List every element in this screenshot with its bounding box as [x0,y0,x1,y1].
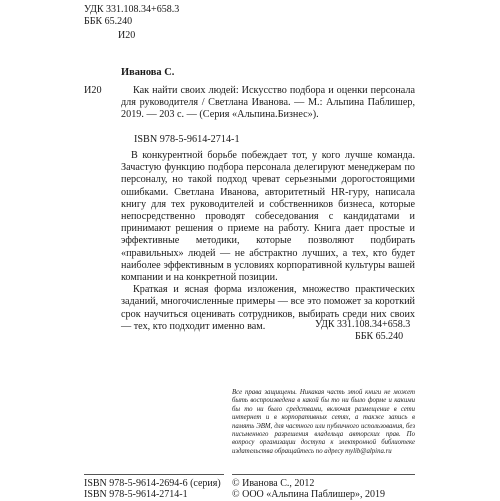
rights-notice: Все права защищены. Никакая часть этой книги не может быть воспроизведена в какой бы то ни было форме и какими бы то ни было средствами, включая размещение в сети интернет и в корпоративных сетях, а также запись в память ЭВМ, для частного или публичного использования, без письменного разрешения владельца авторских прав. По вопросу организации доступа к электронной библиотеке издательства обращайтесь по адресу mylib@alpina.ru [232,389,415,455]
footer-copyright-publisher: © ООО «Альпина Паблишер», 2019 [232,489,386,500]
entry-description: Как найти своих людей: Искусство подбора и оценки персонала для руководителя / Светлана Иванова. — М.: Альпина Паблишер, 2019. — 203 с. — (Серия «Альпина.Бизнес»). [121,85,415,121]
top-bbk: ББК 65.240 [84,16,133,27]
footer-isbn-book: ISBN 978-5-9614-2714-1 [84,489,188,500]
entry-author: Иванова С. [121,67,175,78]
top-udk: УДК 331.108.34+658.3 [84,4,180,15]
annotation [121,150,415,333]
annotation-paragraph-1: В конкурентной борьбе побеждает тот, у кого лучше команда. Зачастую функцию подбора персонала делегируют менеджерам по персоналу, но такой подход чреват серьезными дорогостоящими ошибками. Светлана Иванова, авторитетный HR-гуру, написала книгу для тех руководителей и собственников бизнеса, которые непосредственно проводят собеседования с кандидатами и принимают решения о приеме на работу. Книга дает простые и эффективные методики, которые позволяют подбирать «правильных» людей — не абстрактно лучших, а тех, кто будет наиболее эффективным в условиях корпоративной культуры вашей компании и на конкретной позиции. [121,150,415,284]
footer-copyright-author: © Иванова С., 2012 [232,478,315,489]
annotation-paragraph-2: Краткая и ясная форма изложения, множество практических заданий, многочисленные примеры — все это поможет за короткий срок научиться оценивать сотрудников, выбирать среди них своих — тех, кто подходит именно вам. [121,284,415,332]
footer-rule-right [232,474,415,475]
entry-isbn: ISBN 978-5-9614-2714-1 [134,134,240,145]
top-author-mark: И20 [118,30,136,41]
footer-isbn-series: ISBN 978-5-9614-2694-6 (серия) [84,478,221,489]
bottom-udk: УДК 331.108.34+658.3 [315,319,411,330]
footer-rule-left [84,474,224,475]
bottom-bbk: ББК 65.240 [355,331,404,342]
entry-mark: И20 [84,85,102,96]
